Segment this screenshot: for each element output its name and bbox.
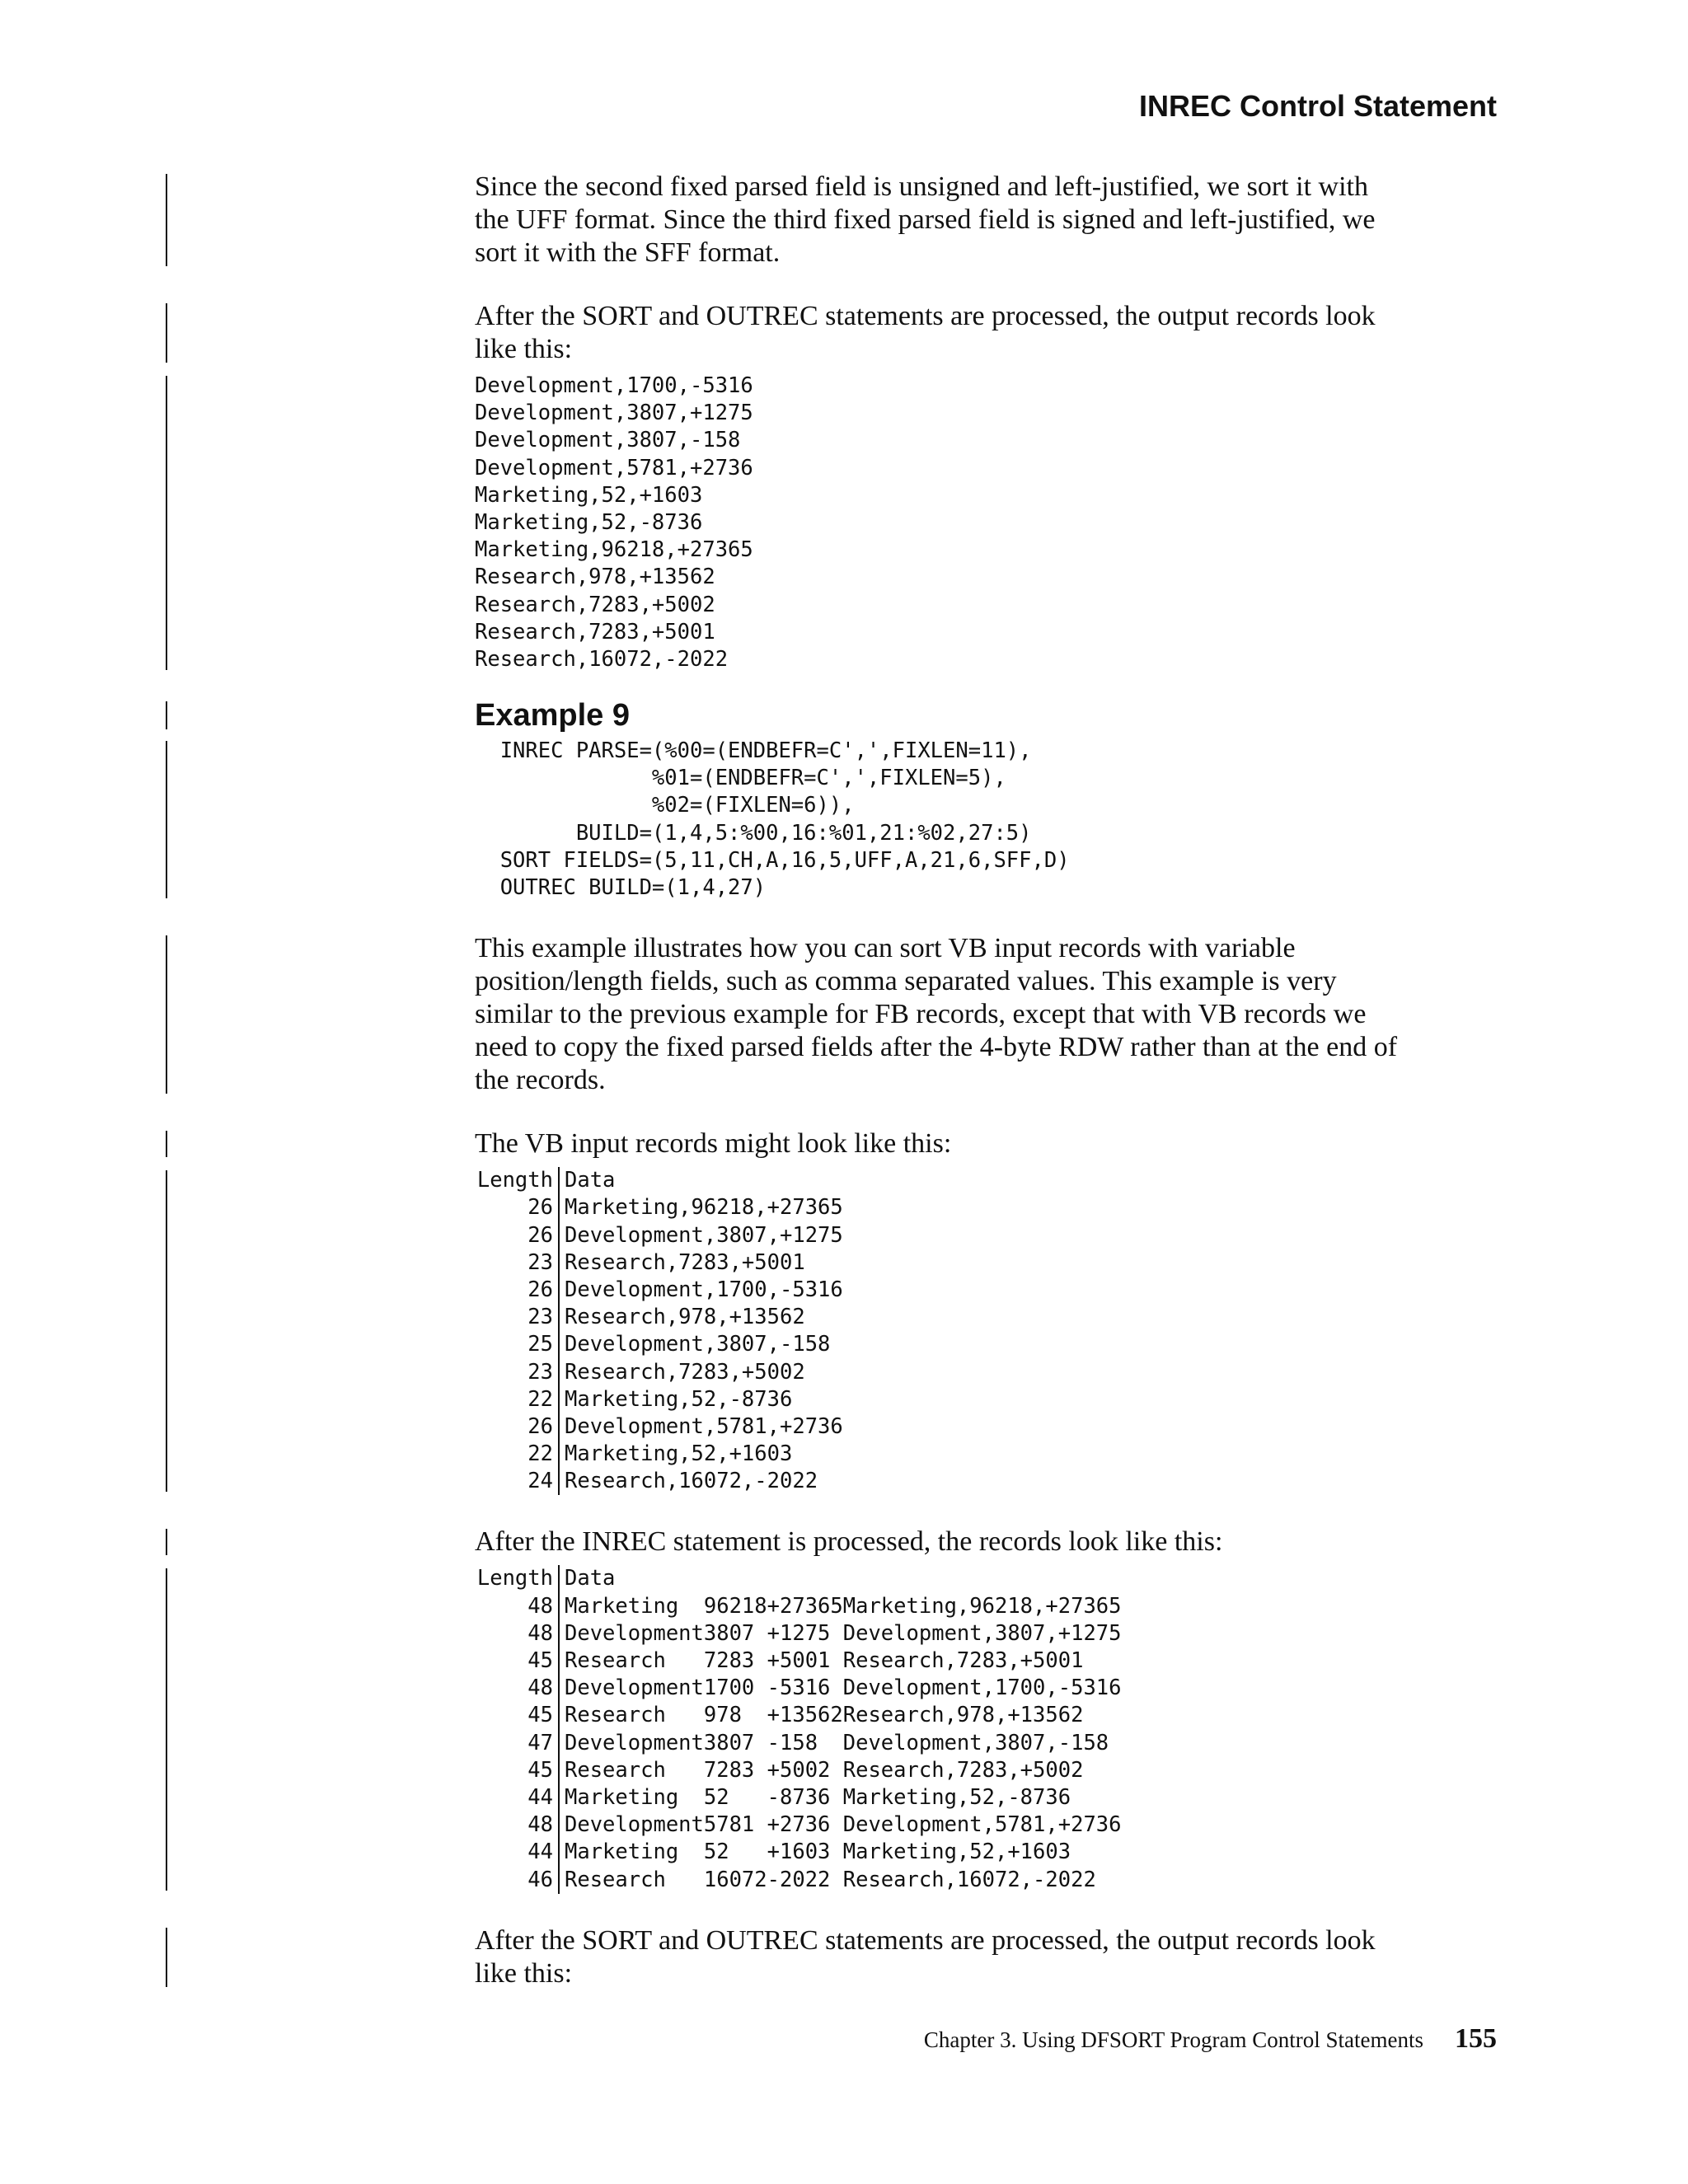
paragraph-sort-formats: Since the second fixed parsed field is unsigned and left-justified, we sort it with the UFF format. Since the third fixed parsed field is signed and left-justified, we sort it with the SFF format. xyxy=(475,171,1376,268)
data-header: Data xyxy=(565,1566,616,1591)
output-record-line: Development,5781,+2736 xyxy=(475,455,753,480)
code-line: SORT FIELDS=(5,11,CH,A,16,5,UFF,A,21,6,SFF,D) xyxy=(475,847,1070,873)
record-data-cell: Development1700 -5316 Development,1700,-5316 xyxy=(565,1675,1122,1701)
revision-bar xyxy=(166,1131,167,1157)
record-length-cell: 44 xyxy=(528,1784,553,1810)
record-length-cell: 45 xyxy=(528,1648,553,1673)
example-code-block xyxy=(475,738,1505,902)
revision-bar xyxy=(166,1529,167,1555)
paragraph-output-intro: After the SORT and OUTREC statements are processed, the output records look like this: xyxy=(475,301,1376,364)
output-record-line: Development,3807,-158 xyxy=(475,428,741,453)
record-data-cell: Research 7283 +5001 Research,7283,+5001 xyxy=(565,1648,1084,1673)
record-length-cell: 47 xyxy=(528,1730,553,1755)
record-data-cell: Research,7283,+5002 xyxy=(565,1359,805,1385)
record-data-cell: Development,3807,+1275 xyxy=(565,1222,843,1248)
record-length-cell: 44 xyxy=(528,1840,553,1865)
output-record-line: Research,7283,+5002 xyxy=(475,592,715,617)
revision-bar xyxy=(166,174,167,266)
record-length-cell: 48 xyxy=(528,1675,553,1701)
running-header: INREC Control Statement xyxy=(1138,89,1497,123)
paragraph-output-intro-2: After the SORT and OUTREC statements are processed, the output records look like this: xyxy=(475,1924,1376,1989)
record-data-cell: Development,1700,-5316 xyxy=(565,1277,843,1302)
code-line: OUTREC BUILD=(1,4,27) xyxy=(475,875,767,900)
record-data-cell: Development3807 +1275 Development,3807,+1275 xyxy=(565,1620,1122,1646)
output-record-line: Research,7283,+5001 xyxy=(475,619,715,644)
record-data-cell: Marketing,96218,+27365 xyxy=(565,1195,843,1221)
code-line: INREC PARSE=(%00=(ENDBEFR=C',',FIXLEN=11), xyxy=(475,738,1032,764)
record-data-cell: Marketing 52 +1603 Marketing,52,+1603 xyxy=(565,1840,1071,1865)
paragraph-input-intro: The VB input records might look like this: xyxy=(475,1128,952,1160)
output-records-block xyxy=(475,373,1505,673)
record-length-cell: 26 xyxy=(528,1195,553,1221)
data-column xyxy=(560,1565,1122,1893)
record-length-cell: 26 xyxy=(528,1222,553,1248)
example-heading: Example 9 xyxy=(475,698,630,733)
record-length-cell: 48 xyxy=(528,1620,553,1646)
data-header: Data xyxy=(565,1168,616,1193)
output-record-line: Development,3807,+1275 xyxy=(475,401,753,426)
record-length-cell: 26 xyxy=(528,1413,553,1439)
output-record-line: Development,1700,-5316 xyxy=(475,373,753,398)
record-data-cell: Development,3807,-158 xyxy=(565,1332,831,1357)
footer-chapter-title: Chapter 3. Using DFSORT Program Control Statements xyxy=(923,2027,1423,2052)
revision-bar xyxy=(166,741,167,898)
paragraph-vb-explanation: This example illustrates how you can sort VB input records with variable position/length fields, such as comma separated values. This example is very similar to the previous example for FB records, except that with VB records we need to copy the fixed parsed fields after the 4-byte RDW rather than at the end of the records. xyxy=(475,933,1398,1096)
output-record-line: Marketing,52,-8736 xyxy=(475,509,703,535)
revision-bar xyxy=(166,1928,167,1987)
record-length-cell: 26 xyxy=(528,1277,553,1302)
code-line: BUILD=(1,4,5:%00,16:%01,21:%02,27:5) xyxy=(475,820,1032,846)
revision-bar xyxy=(166,935,167,1094)
record-data-cell: Marketing 96218+27365Marketing,96218,+27365 xyxy=(565,1593,1122,1619)
record-length-cell: 46 xyxy=(528,1867,553,1892)
paragraph-inrec-intro: After the INREC statement is processed, the records look like this: xyxy=(475,1526,1223,1558)
record-data-cell: Development3807 -158 Development,3807,-158 xyxy=(565,1730,1109,1755)
output-record-line: Research,16072,-2022 xyxy=(475,646,729,672)
record-data-cell: Development,5781,+2736 xyxy=(565,1413,843,1439)
record-data-cell: Research,7283,+5001 xyxy=(565,1249,805,1275)
body-column xyxy=(475,171,1505,1990)
record-length-cell: 23 xyxy=(528,1359,553,1385)
data-column xyxy=(560,1167,843,1495)
code-line: %01=(ENDBEFR=C',',FIXLEN=5), xyxy=(475,766,1006,791)
record-length-cell: 24 xyxy=(528,1469,553,1494)
length-header: Length xyxy=(476,1566,553,1591)
revision-bar xyxy=(166,303,167,363)
length-header: Length xyxy=(476,1168,553,1193)
record-data-cell: Research 16072-2022 Research,16072,-2022 xyxy=(565,1867,1096,1892)
record-data-cell: Research,978,+13562 xyxy=(565,1305,805,1330)
record-length-cell: 48 xyxy=(528,1593,553,1619)
record-data-cell: Marketing 52 -8736 Marketing,52,-8736 xyxy=(565,1784,1071,1810)
revision-bar xyxy=(166,701,167,729)
record-data-cell: Marketing,52,-8736 xyxy=(565,1386,793,1412)
revision-bar xyxy=(166,1170,167,1492)
code-line: %02=(FIXLEN=6)), xyxy=(475,793,855,818)
record-data-cell: Development5781 +2736 Development,5781,+2736 xyxy=(565,1812,1122,1838)
record-length-cell: 25 xyxy=(528,1332,553,1357)
record-length-cell: 22 xyxy=(528,1441,553,1467)
output-record-line: Marketing,96218,+27365 xyxy=(475,537,753,563)
length-column xyxy=(475,1167,560,1495)
revision-bar xyxy=(166,1568,167,1890)
record-length-cell: 23 xyxy=(528,1249,553,1275)
record-length-cell: 48 xyxy=(528,1812,553,1838)
output-record-line: Research,978,+13562 xyxy=(475,565,715,590)
record-length-cell: 23 xyxy=(528,1305,553,1330)
revision-bar xyxy=(166,376,167,670)
record-data-cell: Research,16072,-2022 xyxy=(565,1469,818,1494)
inrec-records-table xyxy=(475,1565,1505,1893)
length-column xyxy=(475,1565,560,1893)
page-footer xyxy=(924,2023,1497,2055)
input-records-table xyxy=(475,1167,1505,1495)
record-data-cell: Research 7283 +5002 Research,7283,+5002 xyxy=(565,1757,1084,1783)
record-data-cell: Marketing,52,+1603 xyxy=(565,1441,793,1467)
record-length-cell: 45 xyxy=(528,1703,553,1728)
record-length-cell: 22 xyxy=(528,1386,553,1412)
record-data-cell: Research 978 +13562Research,978,+13562 xyxy=(565,1703,1084,1728)
output-record-line: Marketing,52,+1603 xyxy=(475,482,703,508)
page-number: 155 xyxy=(1455,2023,1497,2054)
record-length-cell: 45 xyxy=(528,1757,553,1783)
